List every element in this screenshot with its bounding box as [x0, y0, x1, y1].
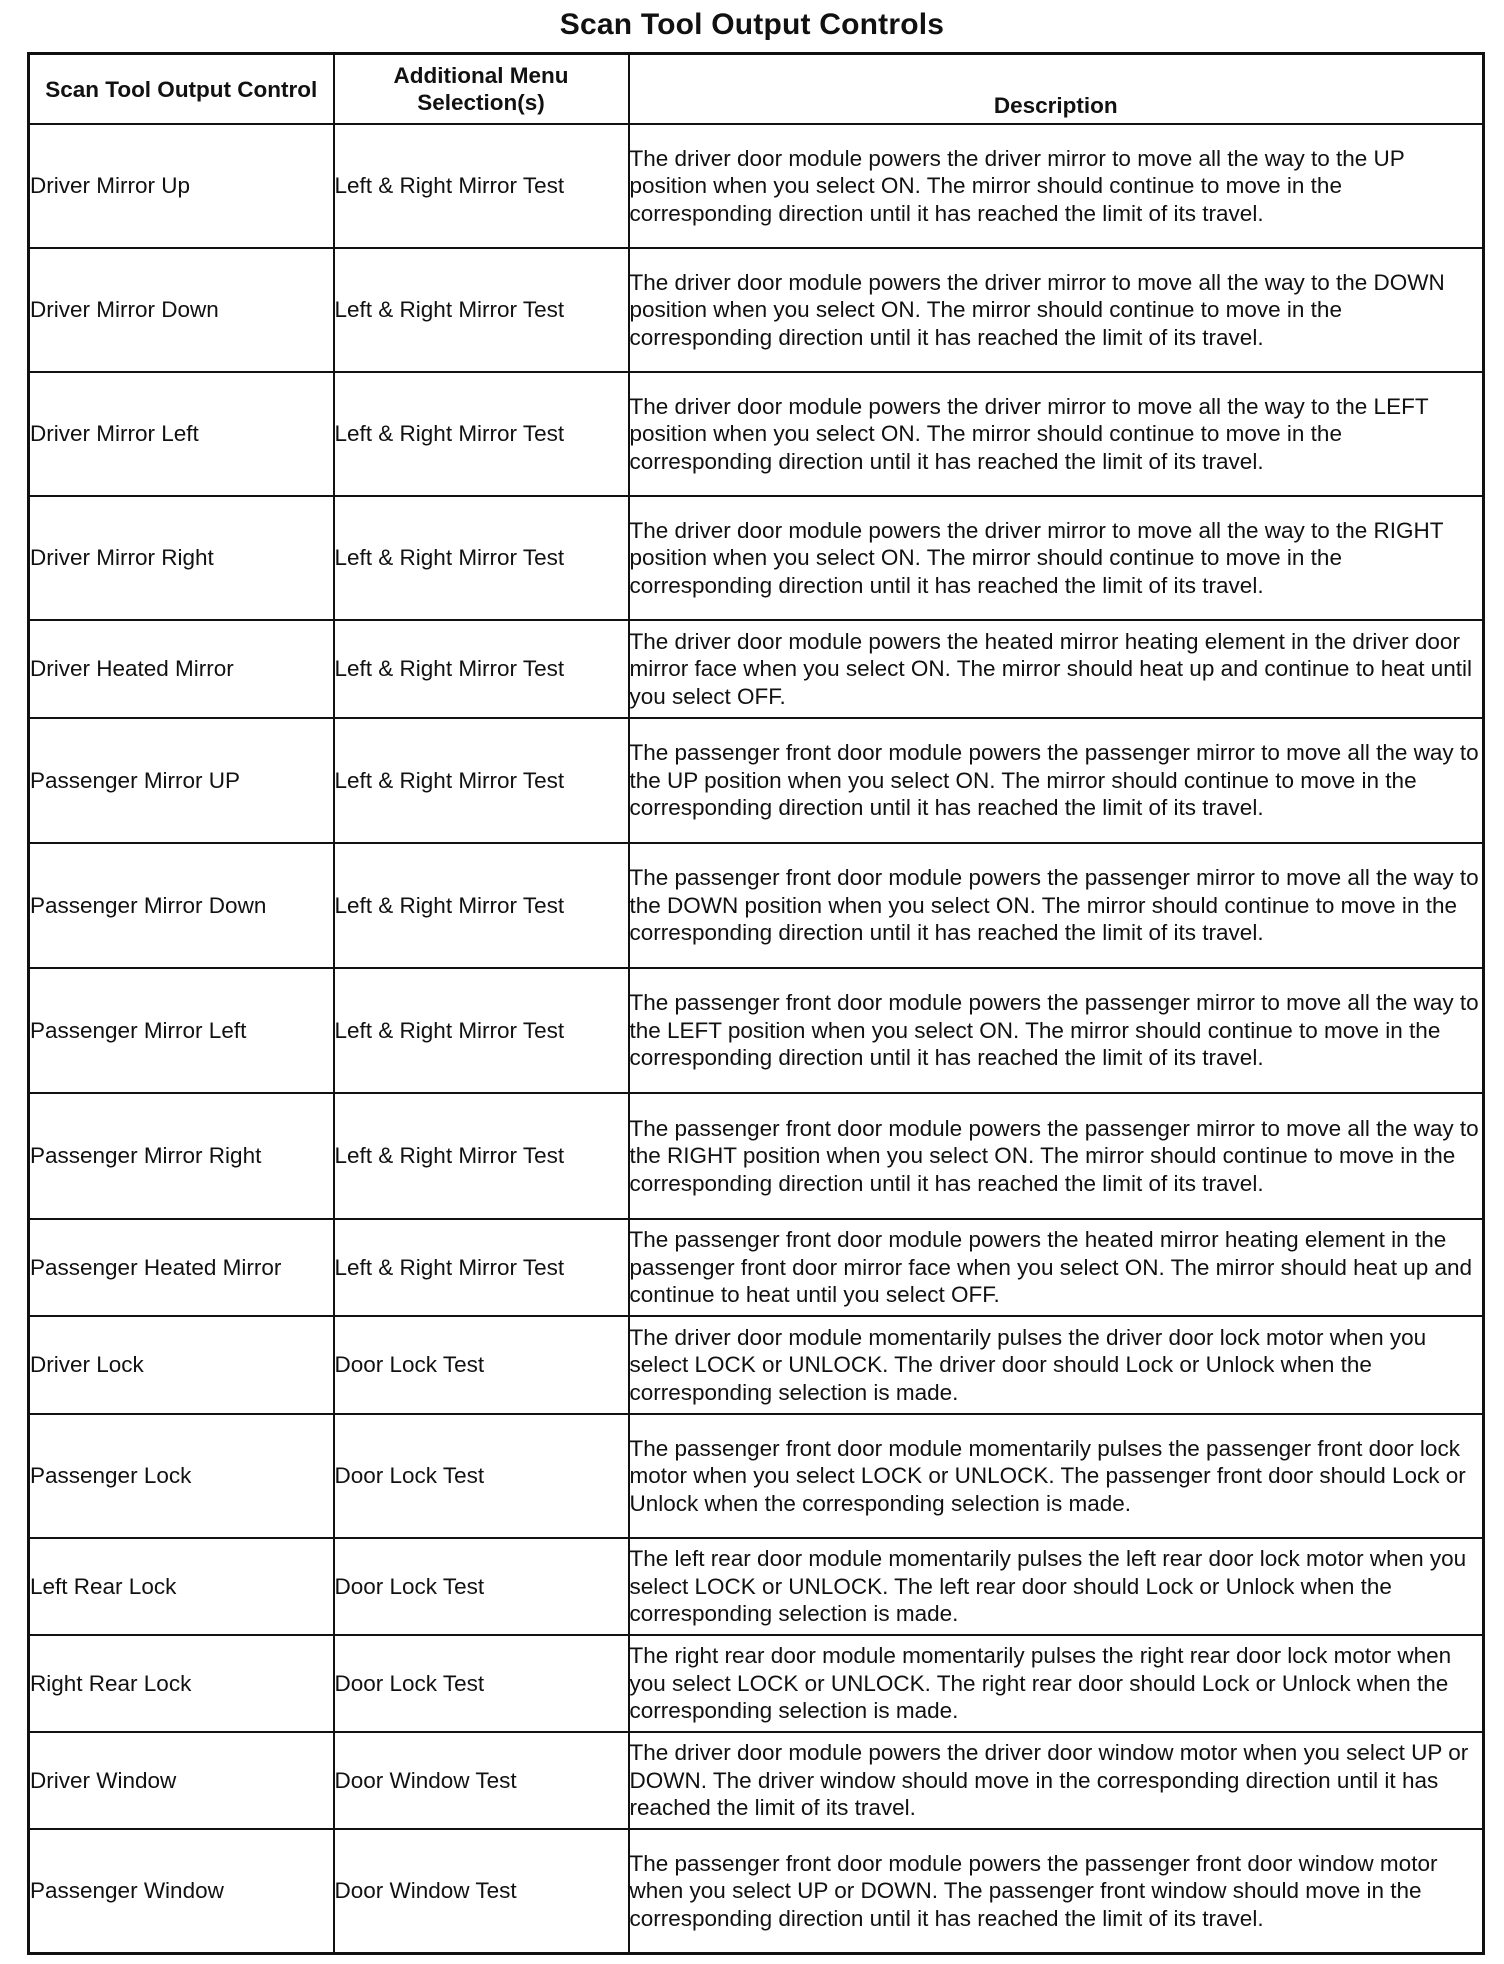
- description-cell: The passenger front door module powers the passenger mirror to move all the way to the RIGHT position when you select ON. The mirror should continue to move in the corresponding direction until it has reached the limit of its travel.: [629, 1093, 1484, 1219]
- menu-selection-cell: Door Lock Test: [334, 1538, 629, 1635]
- output-control-cell: Left Rear Lock: [29, 1538, 334, 1635]
- output-control-cell: Passenger Heated Mirror: [29, 1219, 334, 1316]
- output-control-cell: Right Rear Lock: [29, 1635, 334, 1732]
- menu-selection-cell: Left & Right Mirror Test: [334, 1219, 629, 1316]
- description-cell: The left rear door module momentarily pulses the left rear door lock motor when you select LOCK or UNLOCK. The left rear door should Lock or Unlock when the corresponding selection is made.: [629, 1538, 1484, 1635]
- table-row: [29, 1829, 1484, 1953]
- menu-selection-cell: Left & Right Mirror Test: [334, 843, 629, 968]
- table-row: [29, 1093, 1484, 1219]
- output-control-cell: Passenger Mirror UP: [29, 718, 334, 843]
- menu-selection-cell: Door Window Test: [334, 1732, 629, 1829]
- description-cell: The driver door module powers the driver door window motor when you select UP or DOWN. The driver window should move in the corresponding direction until it has reached the limit of its travel.: [629, 1732, 1484, 1829]
- menu-selection-cell: Left & Right Mirror Test: [334, 968, 629, 1093]
- table-row: [29, 1414, 1484, 1538]
- table-row: [29, 843, 1484, 968]
- description-cell: The driver door module powers the driver mirror to move all the way to the DOWN position when you select ON. The mirror should continue to move in the corresponding direction until it has reached the limit of its travel.: [629, 248, 1484, 372]
- table-row: [29, 1635, 1484, 1732]
- table-row: [29, 124, 1484, 248]
- table-row: [29, 968, 1484, 1093]
- description-cell: The passenger front door module momentarily pulses the passenger front door lock motor when you select LOCK or UNLOCK. The passenger front door should Lock or Unlock when the corresponding selection is made.: [629, 1414, 1484, 1538]
- output-control-cell: Driver Lock: [29, 1316, 334, 1414]
- description-cell: The driver door module powers the driver mirror to move all the way to the LEFT position when you select ON. The mirror should continue to move in the corresponding direction until it has reached the limit of its travel.: [629, 372, 1484, 496]
- description-cell: The passenger front door module powers the passenger front door window motor when you select UP or DOWN. The passenger front window should move in the corresponding direction until it has reached the limit of its travel.: [629, 1829, 1484, 1953]
- output-control-cell: Passenger Mirror Down: [29, 843, 334, 968]
- output-control-cell: Driver Mirror Down: [29, 248, 334, 372]
- output-control-cell: Passenger Lock: [29, 1414, 334, 1538]
- description-cell: The driver door module momentarily pulses the driver door lock motor when you select LOCK or UNLOCK. The driver door should Lock or Unlock when the corresponding selection is made.: [629, 1316, 1484, 1414]
- table-row: [29, 1219, 1484, 1316]
- description-cell: The driver door module powers the driver mirror to move all the way to the RIGHT position when you select ON. The mirror should continue to move in the corresponding direction until it has reached the limit of its travel.: [629, 496, 1484, 620]
- menu-selection-cell: Door Lock Test: [334, 1414, 629, 1538]
- table-row: [29, 1316, 1484, 1414]
- menu-selection-cell: Left & Right Mirror Test: [334, 372, 629, 496]
- output-control-cell: Passenger Mirror Right: [29, 1093, 334, 1219]
- menu-selection-cell: Door Lock Test: [334, 1635, 629, 1732]
- page-title: Scan Tool Output Controls: [559, 8, 945, 41]
- menu-selection-cell: Left & Right Mirror Test: [334, 718, 629, 843]
- table-row: [29, 620, 1484, 718]
- table-row: [29, 1732, 1484, 1829]
- output-control-cell: Driver Mirror Right: [29, 496, 334, 620]
- output-control-cell: Passenger Mirror Left: [29, 968, 334, 1093]
- output-control-cell: Driver Window: [29, 1732, 334, 1829]
- output-control-cell: Driver Mirror Up: [29, 124, 334, 248]
- menu-selection-cell: Door Window Test: [334, 1829, 629, 1953]
- output-control-cell: Driver Heated Mirror: [29, 620, 334, 718]
- table-row: [29, 718, 1484, 843]
- description-cell: The passenger front door module powers the heated mirror heating element in the passenger front door mirror face when you select ON. The mirror should heat up and continue to heat until you select OFF.: [629, 1219, 1484, 1316]
- header-output-control: Scan Tool Output Control: [29, 54, 334, 125]
- header-description: Description: [629, 54, 1484, 125]
- table-row: [29, 1538, 1484, 1635]
- description-cell: The driver door module powers the driver mirror to move all the way to the UP position when you select ON. The mirror should continue to move in the corresponding direction until it has reached the limit of its travel.: [629, 124, 1484, 248]
- output-control-cell: Driver Mirror Left: [29, 372, 334, 496]
- menu-selection-cell: Left & Right Mirror Test: [334, 124, 629, 248]
- header-menu-selection: Additional Menu Selection(s): [334, 54, 629, 125]
- output-controls-table: [27, 52, 1485, 1955]
- description-cell: The driver door module powers the heated mirror heating element in the driver door mirror face when you select ON. The mirror should heat up and continue to heat until you select OFF.: [629, 620, 1484, 718]
- menu-selection-cell: Left & Right Mirror Test: [334, 248, 629, 372]
- description-cell: The right rear door module momentarily pulses the right rear door lock motor when you select LOCK or UNLOCK. The right rear door should Lock or Unlock when the corresponding selection is made.: [629, 1635, 1484, 1732]
- table-row: [29, 496, 1484, 620]
- description-cell: The passenger front door module powers the passenger mirror to move all the way to the LEFT position when you select ON. The mirror should continue to move in the corresponding direction until it has reached the limit of its travel.: [629, 968, 1484, 1093]
- description-cell: The passenger front door module powers the passenger mirror to move all the way to the UP position when you select ON. The mirror should continue to move in the corresponding direction until it has reached the limit of its travel.: [629, 718, 1484, 843]
- output-control-cell: Passenger Window: [29, 1829, 334, 1953]
- menu-selection-cell: Left & Right Mirror Test: [334, 496, 629, 620]
- menu-selection-cell: Left & Right Mirror Test: [334, 620, 629, 718]
- description-cell: The passenger front door module powers the passenger mirror to move all the way to the DOWN position when you select ON. The mirror should continue to move in the corresponding direction until it has reached the limit of its travel.: [629, 843, 1484, 968]
- menu-selection-cell: Left & Right Mirror Test: [334, 1093, 629, 1219]
- menu-selection-cell: Door Lock Test: [334, 1316, 629, 1414]
- table-row: [29, 372, 1484, 496]
- table-header-row: [29, 54, 1484, 125]
- table-row: [29, 248, 1484, 372]
